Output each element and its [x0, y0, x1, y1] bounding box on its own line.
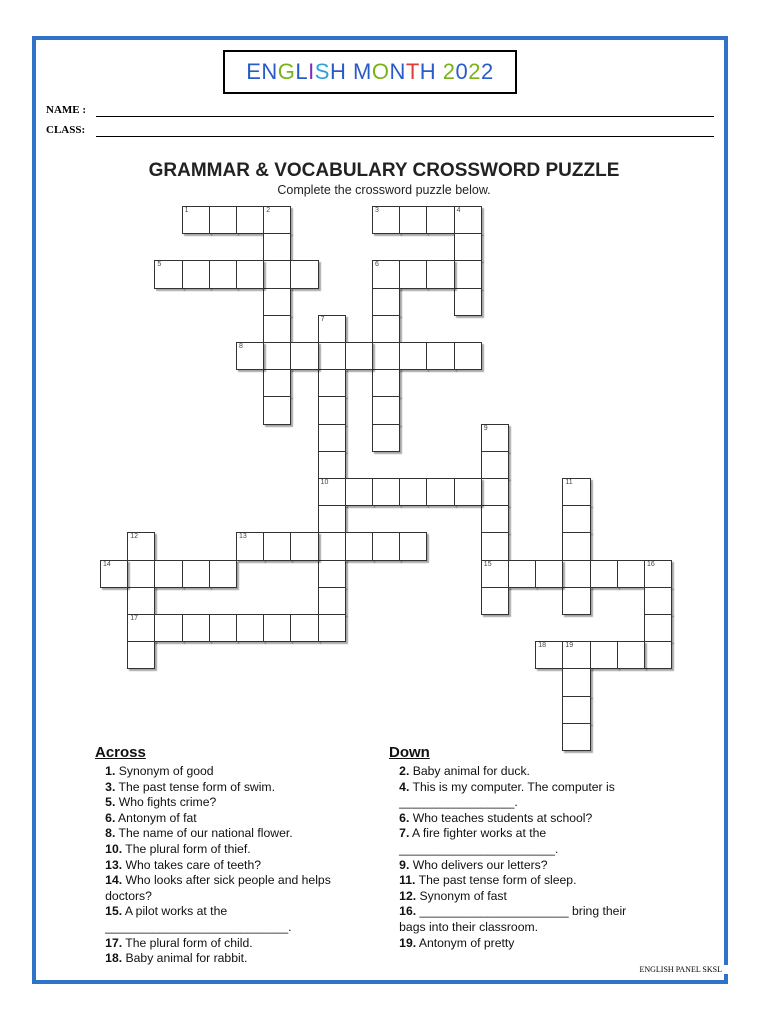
banner-letter: M	[352, 59, 372, 84]
crossword-cell[interactable]	[399, 478, 427, 506]
crossword-cell[interactable]	[318, 560, 346, 588]
clue-number: 15	[483, 560, 492, 568]
banner-letter: E	[246, 59, 262, 84]
crossword-cell[interactable]	[399, 342, 427, 370]
crossword-cell[interactable]	[290, 260, 318, 288]
crossword-cell[interactable]	[481, 560, 509, 588]
name-label: NAME :	[46, 104, 87, 116]
crossword-cell[interactable]	[100, 560, 128, 588]
crossword-cell[interactable]	[617, 641, 645, 669]
crossword-cell[interactable]	[127, 614, 155, 642]
banner-letter: 0	[455, 59, 469, 84]
banner-letter: N	[389, 59, 406, 84]
down-clue: 4. This is my computer. The computer is	[399, 779, 615, 794]
crossword-cell[interactable]	[127, 641, 155, 669]
across-clue: 18. Baby animal for rabbit.	[105, 951, 248, 966]
crossword-cell[interactable]	[263, 206, 291, 234]
across-clue: 17. The plural form of child.	[105, 935, 253, 950]
crossword-cell[interactable]	[454, 233, 482, 261]
down-clue-list	[389, 764, 689, 951]
crossword-cell[interactable]	[236, 206, 264, 234]
clue-number: 14	[103, 560, 111, 568]
crossword-cell[interactable]	[454, 342, 482, 370]
across-heading: Across	[95, 744, 146, 761]
clue-number: 10	[320, 479, 329, 486]
crossword-cell[interactable]	[236, 614, 264, 642]
clue-number: 1	[184, 207, 189, 214]
crossword-cell[interactable]	[154, 614, 182, 642]
crossword-cell[interactable]	[481, 424, 509, 452]
down-clue: 19. Antonym of pretty	[399, 935, 515, 950]
crossword-cell[interactable]	[562, 478, 590, 506]
down-clue: 12. Synonym of fast	[399, 888, 507, 903]
crossword-cell[interactable]	[562, 723, 590, 751]
clue-number: 2	[266, 207, 271, 214]
crossword-cell[interactable]	[562, 505, 590, 533]
crossword-cell[interactable]	[508, 560, 536, 588]
crossword-cell[interactable]	[263, 369, 291, 397]
crossword-cell[interactable]	[372, 260, 400, 288]
crossword-cell[interactable]	[481, 505, 509, 533]
crossword-cell[interactable]	[481, 478, 509, 506]
crossword-cell[interactable]	[209, 560, 237, 588]
puzzle-title: GRAMMAR & VOCABULARY CROSSWORD PUZZLE	[148, 160, 620, 181]
crossword-cell[interactable]	[426, 342, 454, 370]
down-clue: 7. A fire fighter works at the	[399, 826, 547, 841]
footer-credit: ENGLISH PANEL SKSL	[633, 965, 728, 974]
crossword-cell[interactable]	[263, 260, 291, 288]
crossword-cell[interactable]	[372, 478, 400, 506]
crossword-cell[interactable]	[372, 396, 400, 424]
crossword-cell[interactable]	[318, 451, 346, 479]
across-clue: 14. Who looks after sick people and helps	[105, 873, 331, 888]
crossword-cell[interactable]	[535, 560, 563, 588]
down-clue: 11. The past tense form of sleep.	[399, 873, 577, 888]
crossword-cell[interactable]	[644, 587, 672, 615]
crossword-cell[interactable]	[399, 260, 427, 288]
banner-letter: 2	[468, 59, 482, 84]
across-clue: doctors?	[95, 888, 152, 903]
crossword-cell[interactable]	[426, 206, 454, 234]
clue-number: 4	[456, 207, 461, 214]
crossword-cell[interactable]	[562, 560, 590, 588]
crossword-cell[interactable]	[318, 342, 346, 370]
crossword-cell[interactable]	[236, 342, 264, 370]
clue-number: 16	[647, 560, 655, 568]
banner-letter: T	[405, 59, 420, 84]
crossword-cell[interactable]	[590, 641, 618, 669]
crossword-cell[interactable]	[426, 260, 454, 288]
down-clue: 16. ______________________ bring their	[399, 904, 627, 919]
crossword-cell[interactable]	[617, 560, 645, 588]
crossword-cell[interactable]	[372, 532, 400, 560]
banner-letter: L	[295, 59, 309, 84]
crossword-cell[interactable]	[562, 641, 590, 669]
crossword-cell[interactable]	[318, 587, 346, 615]
crossword-cell[interactable]	[318, 532, 346, 560]
banner-letter: O	[371, 59, 390, 84]
across-clue: 8. The name of our national flower.	[105, 826, 293, 841]
across-clue: 1. Synonym of good	[105, 764, 214, 778]
down-clue: 2. Baby animal for duck.	[399, 764, 530, 778]
banner-letter: 2	[481, 59, 494, 84]
crossword-cell[interactable]	[372, 369, 400, 397]
crossword-cell[interactable]	[644, 614, 672, 642]
crossword-cell[interactable]	[127, 587, 155, 615]
crossword-cell[interactable]	[454, 260, 482, 288]
crossword-cell[interactable]	[454, 478, 482, 506]
crossword-cell[interactable]	[345, 532, 373, 560]
across-clue: 15. A pilot works at the	[105, 904, 228, 919]
crossword-cell[interactable]	[644, 641, 672, 669]
crossword-cell[interactable]	[562, 696, 590, 724]
clue-number: 11	[565, 479, 573, 486]
clue-number: 17	[130, 615, 138, 622]
crossword-cell[interactable]	[481, 587, 509, 615]
clue-number: 3	[375, 207, 379, 214]
crossword-cell[interactable]	[236, 260, 264, 288]
crossword-cell[interactable]	[263, 315, 291, 343]
crossword-cell[interactable]	[590, 560, 618, 588]
crossword-cell[interactable]	[399, 206, 427, 234]
crossword-cell[interactable]	[318, 396, 346, 424]
across-clue-list	[95, 764, 385, 967]
crossword-cell[interactable]	[372, 288, 400, 316]
crossword-cell[interactable]	[345, 478, 373, 506]
crossword-cell[interactable]	[562, 668, 590, 696]
clue-number: 13	[239, 533, 247, 541]
crossword-cell[interactable]	[644, 560, 672, 588]
down-heading: Down	[389, 744, 430, 761]
clue-number: 8	[239, 343, 243, 350]
banner-letter: H	[419, 59, 437, 84]
down-clue: 6. Who teaches students at school?	[399, 810, 593, 825]
across-clue: 6. Antonym of fat	[105, 810, 197, 825]
crossword-cell[interactable]	[318, 614, 346, 642]
clue-number: 18	[538, 642, 546, 650]
crossword-cell[interactable]	[236, 532, 264, 560]
crossword-cell[interactable]	[481, 532, 509, 560]
crossword-cell[interactable]	[209, 614, 237, 642]
class-label: CLASS:	[46, 124, 86, 136]
crossword-cell[interactable]	[154, 260, 182, 288]
down-clue: 9. Who delivers our letters?	[399, 857, 548, 872]
crossword-cell[interactable]	[263, 532, 291, 560]
clue-number: 19	[565, 642, 574, 650]
crossword-cell[interactable]	[263, 233, 291, 261]
crossword-cell[interactable]	[562, 587, 590, 615]
crossword-cell[interactable]	[481, 451, 509, 479]
crossword-cell[interactable]	[318, 369, 346, 397]
across-clue: 10. The plural form of thief.	[105, 841, 251, 856]
across-clue: 5. Who fights crime?	[105, 795, 217, 810]
crossword-cell[interactable]	[263, 288, 291, 316]
crossword-cell[interactable]	[290, 342, 318, 370]
crossword-cell[interactable]	[426, 478, 454, 506]
crossword-cell[interactable]	[345, 342, 373, 370]
crossword-cell[interactable]	[182, 614, 210, 642]
clue-number: 5	[157, 261, 162, 269]
crossword-cell[interactable]	[318, 424, 346, 452]
across-clue: 13. Who takes care of teeth?	[105, 857, 262, 872]
banner-letter: 2	[442, 59, 456, 84]
crossword-cell[interactable]	[372, 342, 400, 370]
clue-number: 6	[375, 261, 379, 269]
crossword-cell[interactable]	[263, 614, 291, 642]
clue-number: 12	[130, 533, 138, 541]
banner-letter: G	[277, 59, 296, 84]
crossword-cell[interactable]	[127, 560, 155, 588]
down-clue: _________________.	[389, 795, 518, 810]
clue-number: 9	[483, 424, 488, 432]
across-clue: ___________________________.	[95, 919, 292, 934]
crossword-cell[interactable]	[290, 532, 318, 560]
crossword-cell[interactable]	[182, 560, 210, 588]
crossword-cell[interactable]	[318, 315, 346, 343]
crossword-cell[interactable]	[535, 641, 563, 669]
crossword-cell[interactable]	[372, 206, 400, 234]
across-clue: 3. The past tense form of swim.	[105, 779, 275, 794]
crossword-cell[interactable]	[562, 532, 590, 560]
crossword-cell[interactable]	[263, 342, 291, 370]
crossword-cell[interactable]	[454, 206, 482, 234]
banner-letter: H	[329, 59, 347, 84]
crossword-cell[interactable]	[318, 505, 346, 533]
crossword-cell[interactable]	[209, 260, 237, 288]
crossword-cell[interactable]	[290, 614, 318, 642]
clue-number: 7	[320, 315, 325, 323]
crossword-cell[interactable]	[399, 532, 427, 560]
crossword-cell[interactable]	[372, 315, 400, 343]
banner-letter: I	[308, 59, 315, 84]
down-clue: _______________________.	[389, 841, 559, 856]
crossword-cell[interactable]	[182, 206, 210, 234]
down-clue: bags into their classroom.	[389, 919, 539, 934]
crossword-cell[interactable]	[454, 288, 482, 316]
crossword-cell[interactable]	[372, 424, 400, 452]
crossword-cell[interactable]	[263, 396, 291, 424]
puzzle-subtitle: Complete the crossword puzzle below.	[277, 183, 491, 197]
crossword-cell[interactable]	[182, 260, 210, 288]
banner-letter: S	[314, 59, 330, 84]
crossword-cell[interactable]	[318, 478, 346, 506]
crossword-cell[interactable]	[127, 532, 155, 560]
crossword-cell[interactable]	[154, 560, 182, 588]
crossword-cell[interactable]	[209, 206, 237, 234]
banner-letter: N	[261, 59, 278, 84]
